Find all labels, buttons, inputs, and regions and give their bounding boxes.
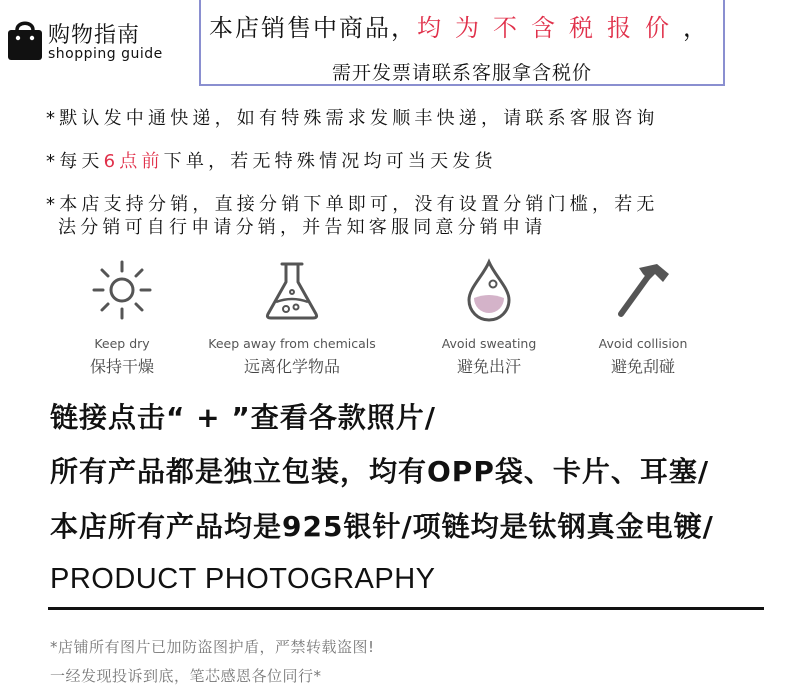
- dispatch-prefix: *每天: [46, 151, 104, 172]
- section-divider: [48, 607, 764, 610]
- distribution-policy-line2: 法分销可自行申请分销，并告知客服同意分销申请: [58, 217, 547, 238]
- tax-notice-line1: [209, 8, 709, 43]
- dispatch-policy: [46, 147, 497, 173]
- shopping-bag-icon: [6, 16, 44, 62]
- care-label-zh: 避免刮碰: [610, 357, 675, 376]
- anti-theft-notice: *店铺所有图片已加防盗图护盾，严禁转载盗图!: [50, 638, 375, 656]
- tax-notice-prefix: 本店销售中商品，: [209, 14, 417, 42]
- care-label-zh: 保持干燥: [89, 357, 154, 376]
- shipping-policy: *默认发中通快递，如有特殊需求发顺丰快递，请联系客服咨询: [46, 108, 659, 129]
- care-label-zh: 远离化学物品: [243, 357, 340, 376]
- flask-icon: [260, 258, 324, 322]
- info-line-photos: 链接点击“ + ”查看各款照片/: [50, 401, 436, 434]
- info-line-packaging: 所有产品都是独立包装，均有OPP袋、卡片、耳塞/: [50, 455, 710, 488]
- complaint-notice: 一经发现投诉到底，笔芯感恩各位同行*: [50, 667, 322, 685]
- care-label-en: Avoid collision: [598, 336, 688, 351]
- care-label-zh: 避免出汗: [456, 357, 521, 376]
- shopping-guide-logo: [6, 12, 176, 72]
- tax-notice-highlight: 均为不含税报价: [417, 14, 683, 42]
- sun-icon: [90, 258, 154, 322]
- tax-notice-box: [199, 0, 725, 86]
- tax-notice-line2: 需开发票请联系客服拿含税价: [331, 62, 592, 84]
- dispatch-suffix: 下单，若无特殊情况均可当天发货: [163, 151, 497, 172]
- dispatch-deadline: 6点前: [103, 151, 164, 172]
- tax-notice-suffix: ，: [683, 14, 709, 42]
- logo-title: 购物指南: [48, 23, 141, 48]
- care-label-en: Keep dry: [94, 336, 150, 351]
- water-drop-icon: [457, 258, 521, 322]
- logo-subtitle: shopping guide: [48, 46, 163, 62]
- hammer-icon: [611, 258, 675, 322]
- care-label-en: Keep away from chemicals: [208, 336, 376, 351]
- care-keep-away-chemicals: [192, 258, 392, 378]
- distribution-policy-line1: *本店支持分销，直接分销下单即可，没有设置分销门槛，若无: [46, 194, 659, 215]
- section-title: PRODUCT PHOTOGRAPHY: [50, 563, 436, 595]
- care-avoid-collision: [543, 258, 743, 378]
- care-label-en: Avoid sweating: [441, 336, 537, 351]
- info-line-materials: 本店所有产品均是925银针/项链均是钛钢真金电镀/: [50, 510, 714, 543]
